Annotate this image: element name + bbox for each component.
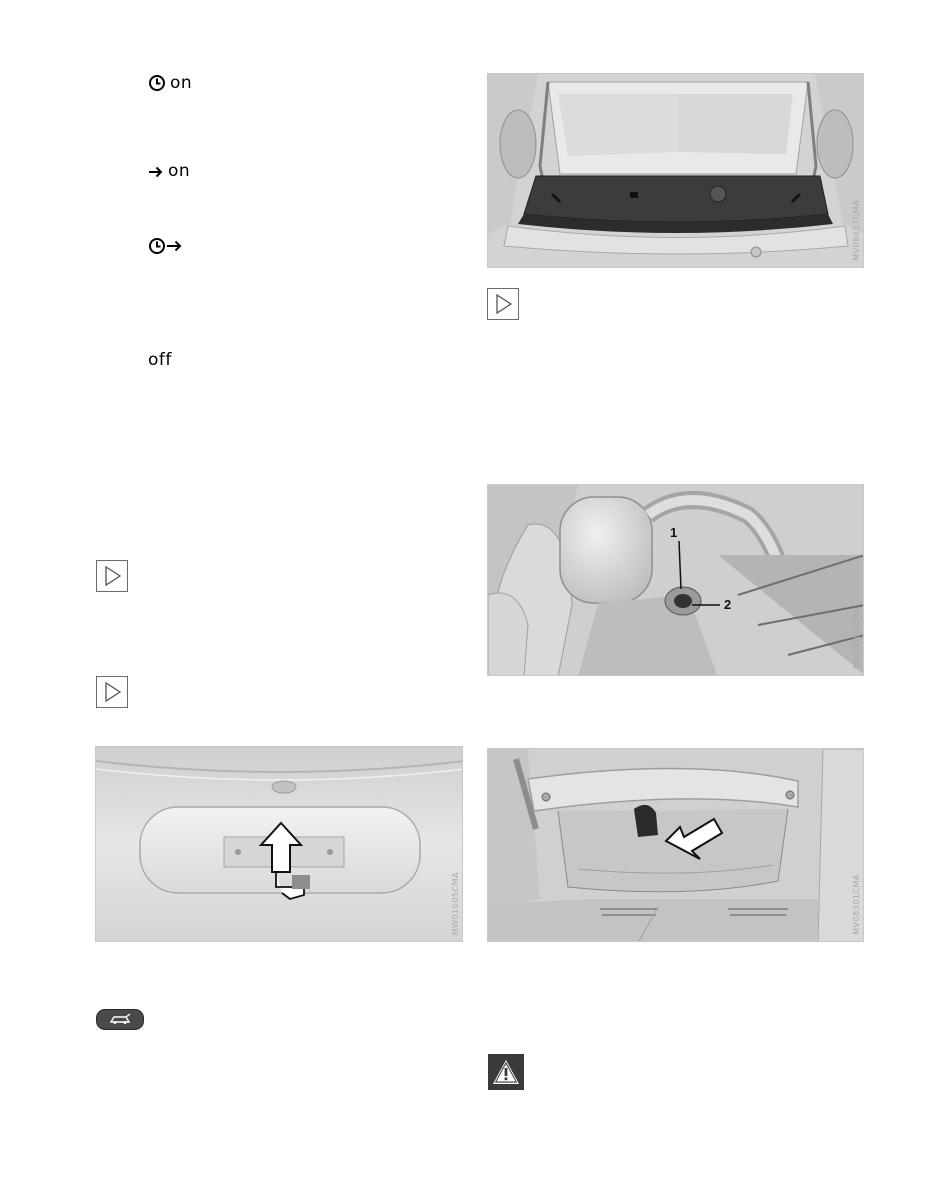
rollbar-latch-illustration xyxy=(487,484,864,676)
note-triangle-icon xyxy=(487,288,519,320)
symbol-timer-continuous xyxy=(148,237,188,255)
remote-tailgate-icon xyxy=(96,1009,144,1030)
cargo-release-illustration xyxy=(487,748,864,942)
symbol-label: on xyxy=(170,72,193,93)
symbol-timer-on xyxy=(148,74,192,92)
arrow-right-icon xyxy=(148,164,164,180)
callout-1: 1 xyxy=(670,525,678,540)
cargo-area-illustration xyxy=(487,73,864,268)
symbol-continuous-on xyxy=(148,163,190,180)
clock-icon xyxy=(148,74,166,92)
clock-arrow-icon xyxy=(148,237,184,255)
note-triangle-icon xyxy=(96,676,128,708)
figure-code: MV08437CMA xyxy=(852,200,861,261)
figure-code: MV08302CMA xyxy=(852,608,861,669)
symbol-label: off xyxy=(148,350,172,370)
symbol-off xyxy=(148,352,172,369)
callout-2: 2 xyxy=(724,597,732,612)
figure-code: MW01005CMA xyxy=(451,871,460,935)
note-triangle-icon xyxy=(96,560,128,592)
symbol-label: on xyxy=(168,161,191,181)
figure-code: MV08301CMA xyxy=(852,874,861,935)
tailgate-handle-illustration xyxy=(95,746,463,942)
warning-triangle-icon xyxy=(488,1054,524,1090)
